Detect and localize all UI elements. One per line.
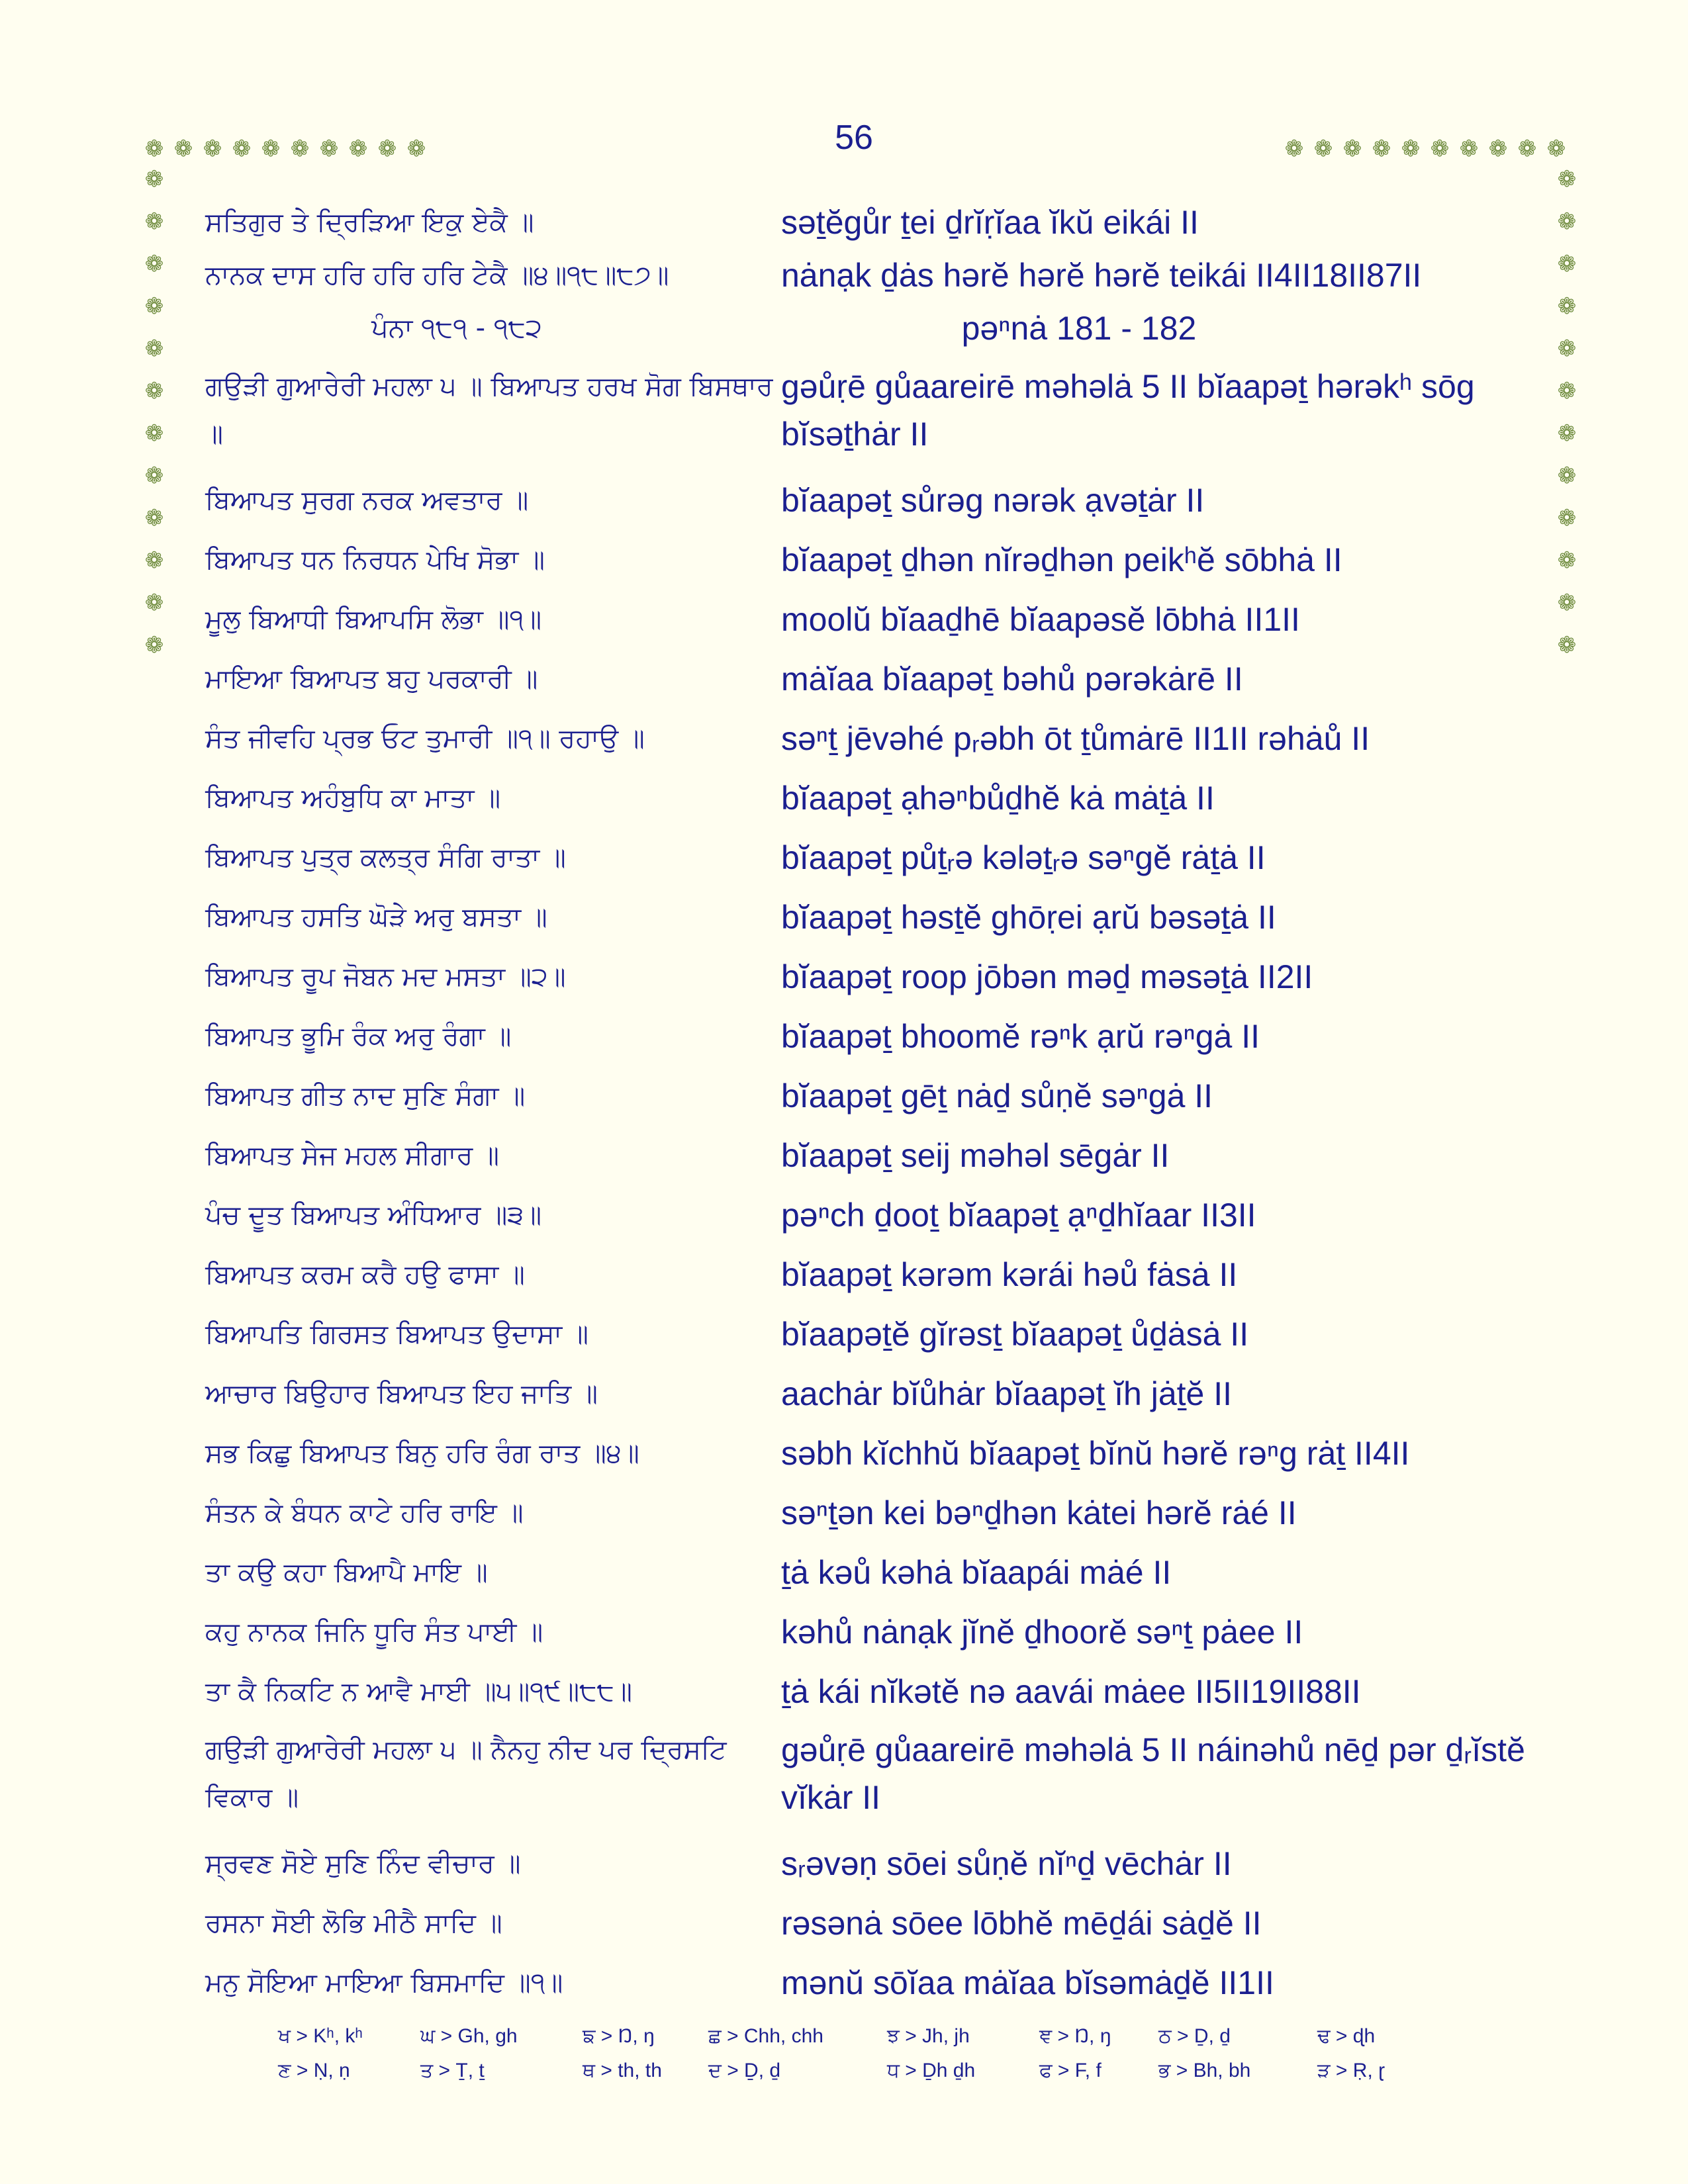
gurmukhi-text: ਬਿਆਪਤ ਧਨ ਨਿਰਧਨ ਪੇਖਿ ਸੋਭਾ ॥	[205, 545, 545, 575]
legend-item: ਙ > Ŋ, ŋ	[583, 2025, 655, 2047]
flower-ornament-icon: ❁	[1557, 378, 1577, 404]
gurmukhi-text: ਤਾ ਕੈ ਨਿਕਟਿ ਨ ਆਵੈ ਮਾਈ ॥੫॥੧੯॥੮੮॥	[205, 1676, 632, 1707]
transliteration-text: bĭaapəṯ həsṯĕ ghōṛei ạrŭ bəsəṯȧ II	[781, 899, 1276, 936]
gurmukhi-text: ਸਭ ਕਿਛੁ ਬਿਆਪਤ ਬਿਨੁ ਹਰਿ ਰੰਗ ਰਾਤ ॥੪॥	[205, 1438, 639, 1469]
transliteration-text: bĭaapəṯ kərəm kərái həů fȧsȧ II	[781, 1256, 1238, 1293]
gurmukhi-text: ਪੰਚ ਦੂਤ ਬਿਆਪਤ ਅੰਧਿਆਰ ॥੩॥	[205, 1200, 542, 1230]
legend-item: ੜ > Ṛ, ɽ	[1317, 2060, 1385, 2081]
legend-item: ਤ > Ṯ, ṯ	[420, 2060, 485, 2081]
legend-item: ਝ > Jh, jh	[887, 2025, 970, 2047]
flower-ornament-icon: ❁	[377, 136, 397, 162]
transliteration-text: bĭaapəṯ sůrəg nərək ạvəṯȧr II	[781, 482, 1205, 519]
flower-ornament-icon: ❁	[290, 136, 310, 162]
flower-ornament-icon: ❁	[144, 251, 164, 277]
transliteration-text: moolŭ bĭaaḏhē bĭaapəsĕ lōbhȧ II1II	[781, 601, 1300, 638]
legend-item: ਥ > th, th	[583, 2060, 662, 2081]
flower-ornament-icon: ❁	[348, 136, 368, 162]
gurmukhi-text: ਬਿਆਪਤ ਸੇਜ ਮਹਲ ਸੀਗਾਰ ॥	[205, 1140, 500, 1171]
transliteration-text: pəⁿch ḏooṯ bĭaapəṯ ạⁿḏhĭaar II3II	[781, 1197, 1256, 1234]
flower-ornament-icon: ❁	[1517, 136, 1537, 162]
legend-item: ਖ > Kʰ, kʰ	[278, 2025, 363, 2047]
gurmukhi-text: ਬਿਆਪਤ ਪੁਤ੍ਰ ਕਲਤ੍ਰ ਸੰਗਿ ਰਾਤਾ ॥	[205, 842, 566, 873]
flower-ornament-icon: ❁	[144, 420, 164, 447]
transliteration-text: kəhů nȧnạk jĭnĕ ḏhoorĕ səⁿṯ pȧee II	[781, 1614, 1303, 1651]
flower-ornament-icon: ❁	[1488, 136, 1508, 162]
flower-ornament-icon: ❁	[1557, 547, 1577, 574]
transliteration-text: səṯĕgůr ṯei ḏrĭṛĭaa ĭkŭ eikái II	[781, 204, 1199, 241]
flower-ornament-icon: ❁	[144, 378, 164, 404]
flower-ornament-icon: ❁	[1372, 136, 1391, 162]
transliteration-text: bĭaapəṯ roop jōbən məḏ məsəṯȧ II2II	[781, 958, 1313, 995]
gurmukhi-text: ਬਿਆਪਤਿ ਗਿਰਸਤ ਬਿਆਪਤ ਉਦਾਸਾ ॥	[205, 1319, 588, 1349]
transliteration-text: səⁿṯən kei bəⁿḏhən kȧtei hərĕ rȧé II	[781, 1494, 1297, 1531]
flower-ornament-icon: ❁	[144, 136, 164, 162]
gurmukhi-text: ਬਿਆਪਤ ਗੀਤ ਨਾਦ ਸੁਣਿ ਸੰਗਾ ॥	[205, 1081, 526, 1111]
legend-item: ਦ > Ḏ, ḏ	[708, 2060, 781, 2081]
flower-ornament-icon: ❁	[232, 136, 252, 162]
legend-item: ਘ > Gh, gh	[420, 2025, 518, 2047]
flower-ornament-icon: ❁	[1557, 336, 1577, 362]
transliteration-text: bĭaapəṯĕ gĭrəsṯ bĭaapəṯ ůḏȧsȧ II	[781, 1316, 1249, 1353]
gurmukhi-text: ਬਿਆਪਤ ਭੂਮਿ ਰੰਕ ਅਰੁ ਰੰਗਾ ॥	[205, 1021, 512, 1052]
transliteration-text: mənŭ sōĭaa mȧĭaa bĭsəmȧḏĕ II1II	[781, 1964, 1274, 2001]
flower-ornament-icon: ❁	[1557, 463, 1577, 489]
transliteration-text: ṯȧ kái nĭkətĕ nə aavái mȧee II5II19II88II	[781, 1673, 1361, 1710]
flower-ornament-icon: ❁	[144, 293, 164, 320]
flower-ornament-icon: ❁	[144, 632, 164, 659]
flower-ornament-icon: ❁	[144, 208, 164, 235]
transliteration-text: gəůṛē gůaareirē məhəlȧ 5 II náinəhů nēḏ pər ḏᵣĭstĕ vĭkȧr II	[781, 1731, 1525, 1816]
flower-ornament-icon: ❁	[1313, 136, 1333, 162]
transliteration-legend	[278, 2025, 1470, 2094]
flower-ornament-icon: ❁	[1557, 505, 1577, 531]
transliteration-text: bĭaapəṯ seij məhəl sēgȧr II	[781, 1137, 1170, 1174]
transliteration-text: nȧnạk ḏȧs hərĕ hərĕ hərĕ teikái II4II18II87II	[781, 257, 1422, 294]
legend-item: ਧ > Ḏh ḏh	[887, 2060, 976, 2081]
gurmukhi-text: ਕਹੁ ਨਾਨਕ ਜਿਨਿ ਧੂਰਿ ਸੰਤ ਪਾਈ ॥	[205, 1617, 543, 1647]
flower-ornament-icon: ❁	[144, 547, 164, 574]
flower-ornament-icon: ❁	[319, 136, 339, 162]
flower-ornament-icon: ❁	[144, 166, 164, 193]
gurmukhi-text: ਬਿਆਪਤ ਹਸਤਿ ਘੋੜੇ ਅਰੁ ਬਸਤਾ ॥	[205, 902, 547, 933]
legend-row	[278, 2025, 1470, 2060]
legend-item: ਭ > Bh, bh	[1158, 2060, 1251, 2081]
flower-ornament-icon: ❁	[1557, 208, 1577, 235]
flower-ornament-icon: ❁	[1557, 293, 1577, 320]
gurmukhi-text: ਸ੍ਰਵਣ ਸੋਏ ਸੁਣਿ ਨਿੰਦ ਵੀਚਾਰ ॥	[205, 1848, 521, 1879]
gurmukhi-text: ਮਨੁ ਸੋਇਆ ਮਾਇਆ ਬਿਸਮਾਦਿ ॥੧॥	[205, 1968, 563, 1998]
flower-ornament-icon: ❁	[1557, 420, 1577, 447]
transliteration-text: səⁿṯ jēvəhé pᵣəbh ōt ṯůmȧrē II1II rəhȧů II	[781, 720, 1370, 757]
transliteration-text: aachȧr bĭůhȧr bĭaapəṯ ĭh jȧṯĕ II	[781, 1375, 1233, 1412]
page-number: 56	[835, 118, 873, 157]
gurmukhi-text: ਪੰਨਾ ੧੮੧ - ੧੮੨	[371, 313, 542, 343]
flower-ornament-icon: ❁	[1459, 136, 1479, 162]
flower-ornament-icon: ❁	[1430, 136, 1450, 162]
flower-ornament-icon: ❁	[144, 505, 164, 531]
flower-ornament-icon: ❁	[1557, 251, 1577, 277]
legend-item: ਠ > Ḏ, ḏ	[1158, 2025, 1231, 2047]
gurmukhi-text: ਬਿਆਪਤ ਅਹੰਬੁਧਿ ਕਾ ਮਾਤਾ ॥	[205, 783, 501, 813]
flower-ornament-icon: ❁	[1284, 136, 1304, 162]
gurmukhi-text: ਮੂਲੁ ਬਿਆਧੀ ਬਿਆਪਸਿ ਲੋਭਾ ॥੧॥	[205, 604, 542, 635]
flower-ornament-icon: ❁	[1557, 166, 1577, 193]
transliteration-text: səbh kĭchhŭ bĭaapəṯ bĭnŭ hərĕ rəⁿg rȧṯ II4II	[781, 1435, 1410, 1472]
legend-item: ਛ > Chh, chh	[708, 2025, 823, 2047]
gurmukhi-text: ਗਉੜੀ ਗੁਆਰੇਰੀ ਮਹਲਾ ੫ ॥ ਨੈਨਹੁ ਨੀਦ ਪਰ ਦ੍ਰਿਸਟਿ ਵਿਕਾਰ ॥	[205, 1735, 727, 1813]
transliteration-text: pəⁿnȧ 181 - 182	[961, 310, 1197, 347]
flower-ornament-icon: ❁	[1401, 136, 1421, 162]
flower-ornament-icon: ❁	[144, 590, 164, 616]
transliteration-text: bĭaapəṯ půṯᵣə kələṯᵣə səⁿgĕ rȧṯȧ II	[781, 839, 1266, 876]
gurmukhi-text: ਗਉੜੀ ਗੁਆਰੇਰੀ ਮਹਲਾ ੫ ॥ ਬਿਆਪਤ ਹਰਖ ਸੋਗ ਬਿਸਥਾਰ ॥	[205, 371, 773, 449]
flower-ornament-icon: ❁	[144, 336, 164, 362]
transliteration-text: rəsənȧ sōee lōbhĕ mēḏái sȧḏĕ II	[781, 1905, 1262, 1942]
transliteration-text: bĭaapəṯ gēṯ nȧḏ sůṇĕ səⁿgȧ II	[781, 1077, 1213, 1115]
gurmukhi-text: ਬਿਆਪਤ ਸੁਰਗ ਨਰਕ ਅਵਤਾਰ ॥	[205, 485, 529, 516]
gurmukhi-text: ਸਤਿਗੁਰ ਤੇ ਦ੍ਰਿੜਿਆ ਇਕੁ ਏਕੈ ॥	[205, 207, 534, 238]
flower-ornament-icon: ❁	[1557, 632, 1577, 659]
transliteration-text: gəůṛē gůaareirē məhəlȧ 5 II bĭaapəṯ hərəkʰ sōg bĭsəṯhȧr II	[781, 368, 1475, 453]
transliteration-text: bĭaapəṯ ạhəⁿbůḏhĕ kȧ mȧṯȧ II	[781, 780, 1215, 817]
transliteration-text: mȧĭaa bĭaapəṯ bəhů pərəkȧrē II	[781, 660, 1243, 698]
flower-ornament-icon: ❁	[406, 136, 426, 162]
gurmukhi-text: ਬਿਆਪਤ ਰੂਪ ਜੋਬਨ ਮਦ ਮਸਤਾ ॥੨॥	[205, 962, 566, 992]
flower-ornament-icon: ❁	[261, 136, 281, 162]
gurmukhi-text: ਬਿਆਪਤ ਕਰਮ ਕਰੈ ਹਉ ਫਾਸਾ ॥	[205, 1259, 525, 1290]
gurmukhi-text: ਤਾ ਕਉ ਕਹਾ ਬਿਆਪੈ ਮਾਇ ॥	[205, 1557, 488, 1588]
transliteration-text: sᵣəvəṇ sōei sůṇĕ nĭⁿḏ vēchȧr II	[781, 1845, 1232, 1882]
transliteration-text: bĭaapəṯ bhoomĕ rəⁿk ạrŭ rəⁿgȧ II	[781, 1018, 1260, 1055]
transliteration-text: bĭaapəṯ ḏhən nĭrəḏhən peikʰĕ sōbhȧ II	[781, 541, 1342, 578]
gurmukhi-text: ਸੰਤ ਜੀਵਹਿ ਪ੍ਰਭ ਓਟ ਤੁਮਾਰੀ ॥੧॥ ਰਹਾਉ ॥	[205, 723, 645, 754]
flower-ornament-icon: ❁	[1546, 136, 1566, 162]
flower-ornament-icon: ❁	[144, 463, 164, 489]
legend-row	[278, 2060, 1470, 2094]
legend-item: ਫ > F, f	[1039, 2060, 1102, 2081]
legend-item: ਢ > ɖh	[1317, 2025, 1376, 2047]
transliteration-text: ṯȧ kəů kəhȧ bĭaapái mȧé II	[781, 1554, 1172, 1591]
gurmukhi-text: ਮਾਇਆ ਬਿਆਪਤ ਬਹੁ ਪਰਕਾਰੀ ॥	[205, 664, 538, 694]
flower-ornament-icon: ❁	[203, 136, 222, 162]
gurmukhi-text: ਰਸਨਾ ਸੋਈ ਲੋਭਿ ਮੀਠੈ ਸਾਦਿ ॥	[205, 1908, 502, 1938]
legend-item: ਣ > Ṇ, ṇ	[278, 2060, 350, 2081]
gurmukhi-text: ਆਚਾਰ ਬਿਉਹਾਰ ਬਿਆਪਤ ਇਹ ਜਾਤਿ ॥	[205, 1379, 598, 1409]
legend-item: ਞ > Ŋ, ŋ	[1039, 2025, 1111, 2047]
gurmukhi-text: ਸੰਤਨ ਕੇ ਬੰਧਨ ਕਾਟੇ ਹਰਿ ਰਾਇ ॥	[205, 1498, 524, 1528]
flower-ornament-icon: ❁	[1557, 590, 1577, 616]
gurmukhi-text: ਨਾਨਕ ਦਾਸ ਹਰਿ ਹਰਿ ਹਰਿ ਟੇਕੈ ॥੪॥੧੮॥੮੭॥	[205, 260, 669, 291]
flower-ornament-icon: ❁	[173, 136, 193, 162]
flower-ornament-icon: ❁	[1342, 136, 1362, 162]
